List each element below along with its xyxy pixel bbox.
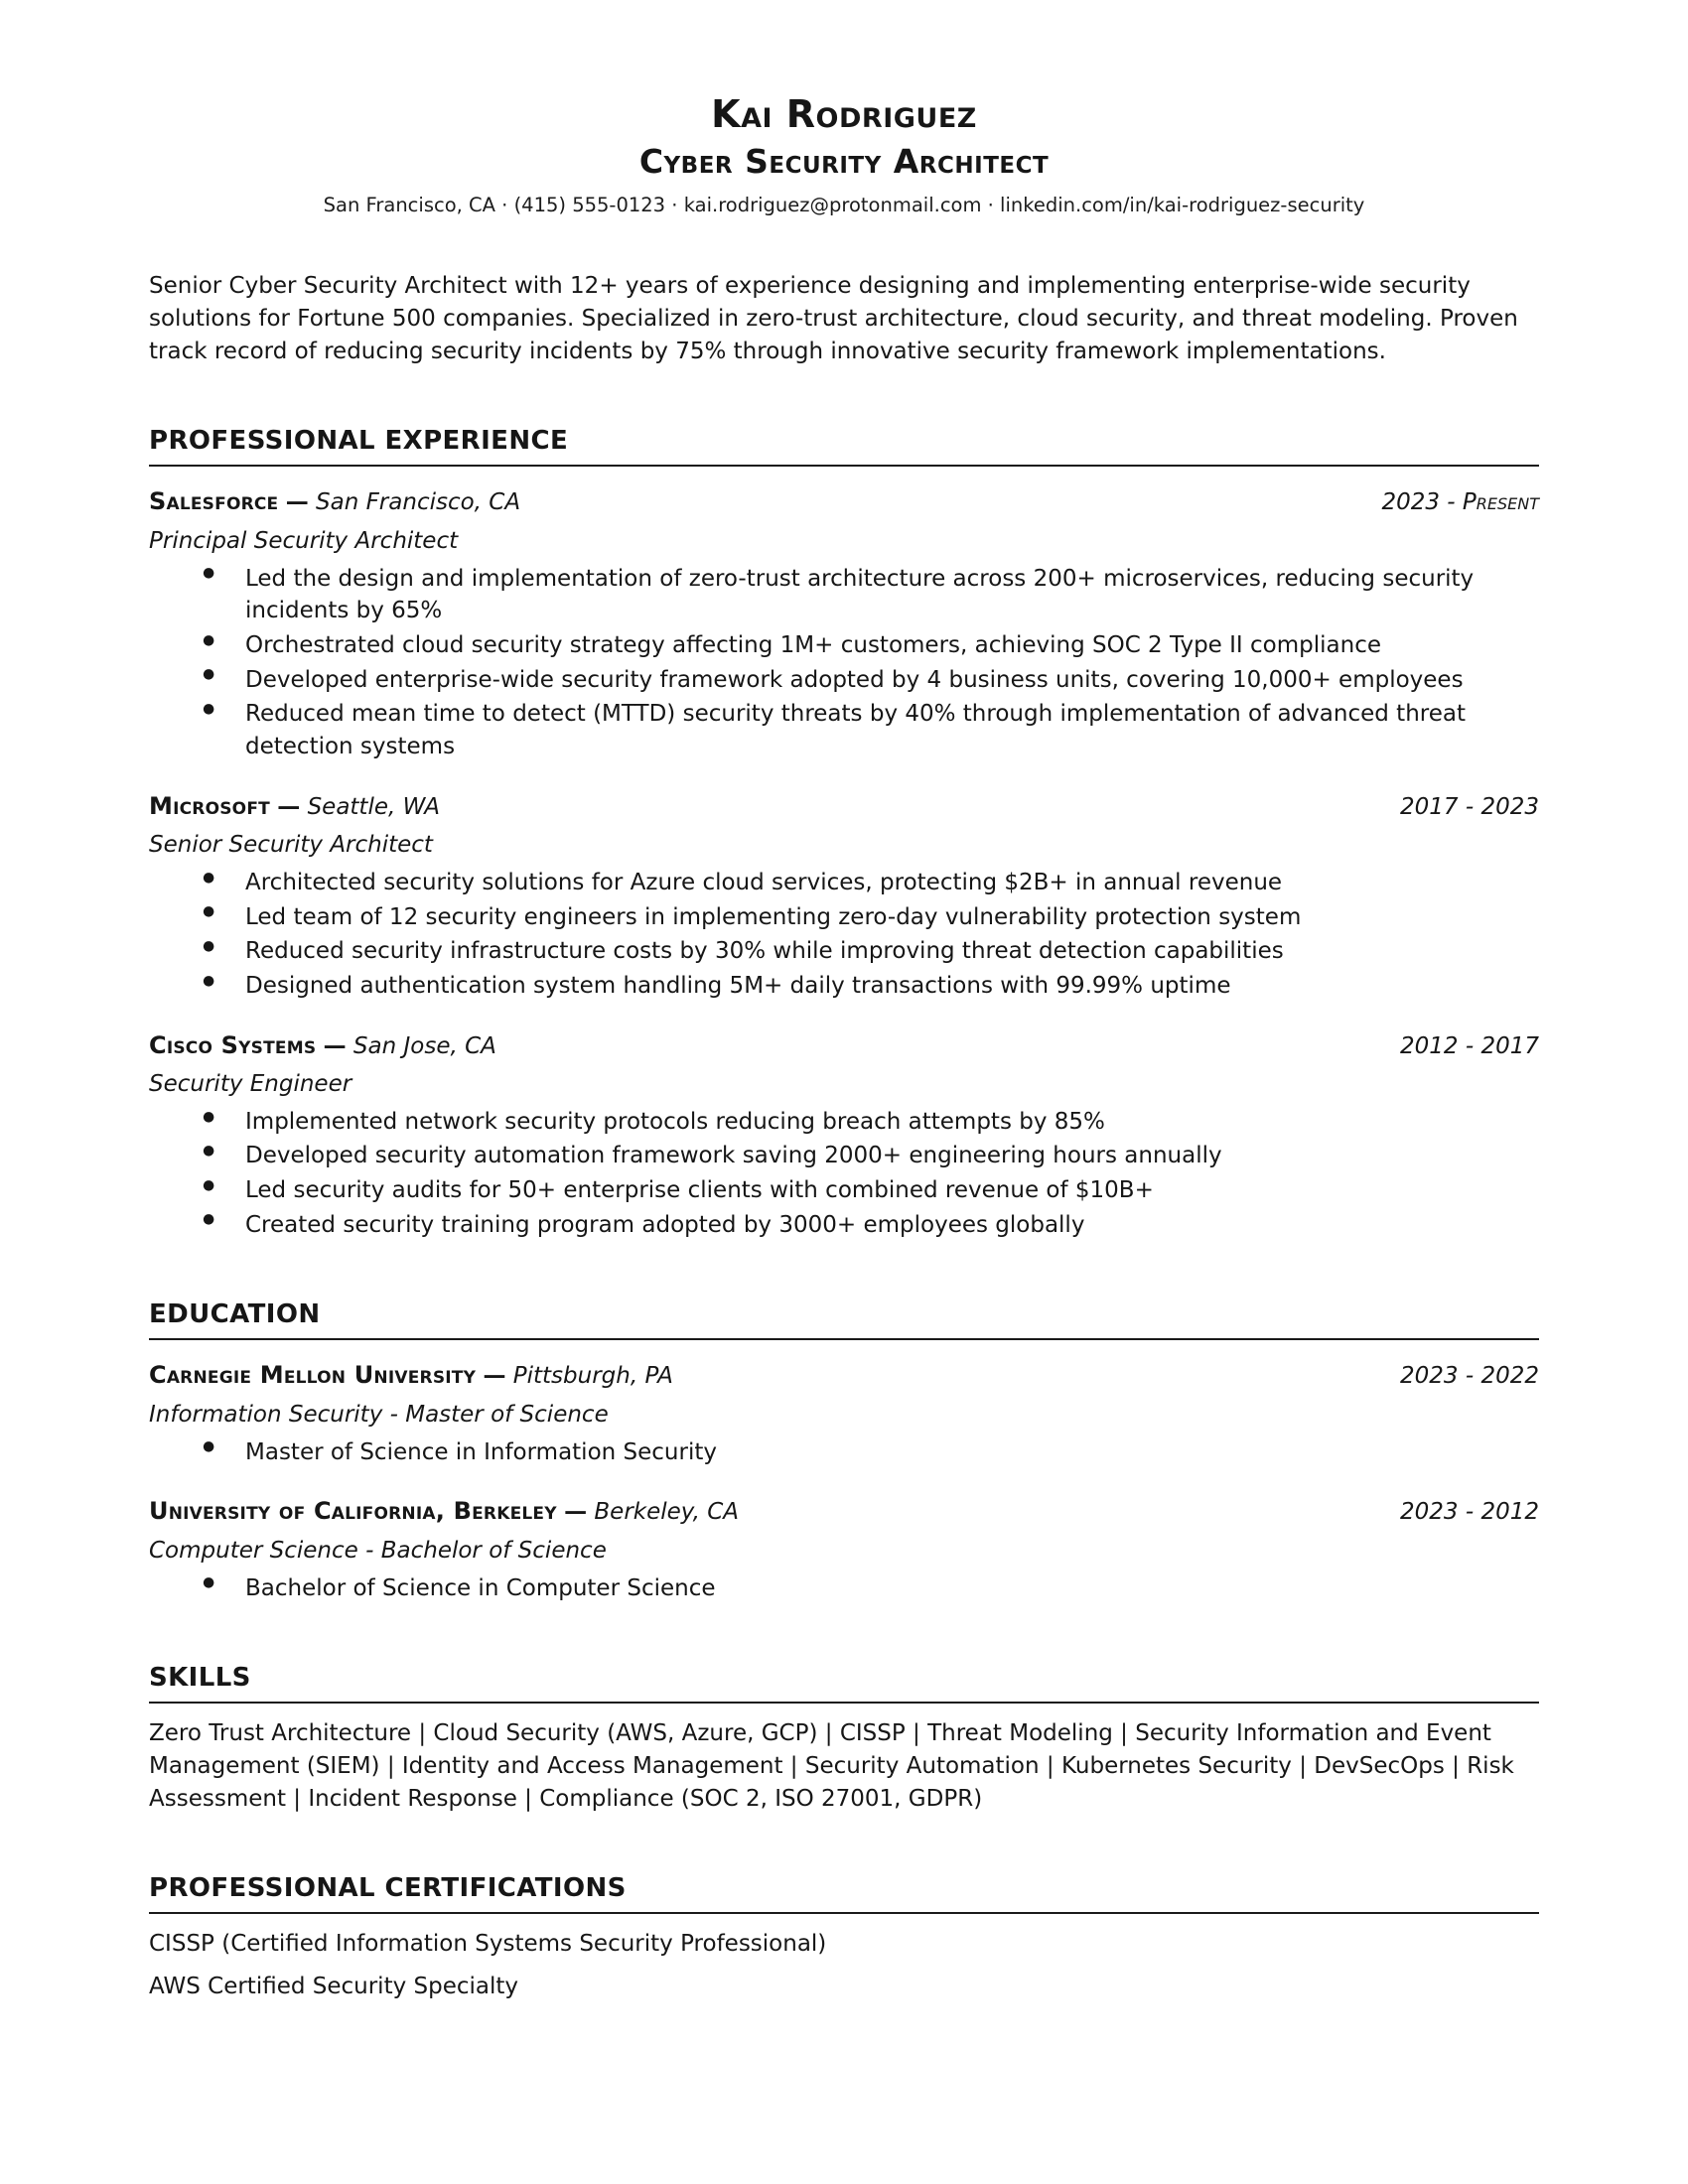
school-org-line	[149, 1358, 673, 1393]
education-bullet: ● Master of Science in Information Security	[149, 1436, 1539, 1469]
company-name: Microsoft	[149, 791, 270, 820]
org-separator: —	[564, 1499, 588, 1526]
certification-item: AWS Certified Security Specialty	[149, 1973, 519, 1999]
job-bullet: ● Created security training program adopted by 3000+ employees globally	[149, 1209, 1539, 1242]
job-bullet: ● Developed security automation framework saving 2000+ engineering hours annually	[149, 1140, 1539, 1172]
job-bullet: ● Architected security solutions for Azure cloud services, protecting $2B+ in annual revenue	[149, 867, 1539, 899]
job-bullet-list	[149, 867, 1539, 1003]
degree-line: Computer Science - Bachelor of Science	[149, 1537, 607, 1564]
education-bullet-list	[149, 1572, 1539, 1605]
job-org-line	[149, 789, 440, 824]
contact-line: San Francisco, CA · (415) 555-0123 · kai.rodriguez@protonmail.com · linkedin.com/in/kai-rodriguez-security	[323, 193, 1365, 216]
summary-paragraph: Senior Cyber Security Architect with 12+ years of experience designing and implementing enterprise-wide security solutions for Fortune 500 companies. Specialized in zero-trust architecture, cloud security, and threat modeling. Proven track record of reducing security incidents by 75% through innovative security framework implementations.	[149, 273, 1518, 364]
education-dates: 2023 - 2022	[1400, 1363, 1539, 1390]
org-separator: —	[285, 489, 309, 516]
school-org-line	[149, 1494, 739, 1529]
job-role: Principal Security Architect	[149, 527, 459, 554]
education-entry	[149, 1358, 1539, 1468]
job-role: Security Engineer	[149, 1071, 352, 1098]
school-location: Berkeley, CA	[594, 1499, 740, 1526]
company-location: San Francisco, CA	[316, 489, 521, 516]
skills-heading: SKILLS	[149, 1660, 1539, 1704]
certifications-heading: PROFESSIONAL CERTIFICATIONS	[149, 1870, 1539, 1914]
job-bullet: ● Reduced mean time to detect (MTTD) security threats by 40% through implementation of advanced threat detection systems	[149, 698, 1539, 762]
job-org-line	[149, 1028, 496, 1063]
job-bullet: ● Developed enterprise-wide security framework adopted by 4 business units, covering 10,000+ employees	[149, 664, 1539, 697]
job-bullet-list	[149, 563, 1539, 763]
job-dates: 2017 - 2023	[1400, 793, 1539, 820]
job-bullet: ● Reduced security infrastructure costs by 30% while improving threat detection capabilities	[149, 935, 1539, 968]
job-header	[149, 1028, 1539, 1063]
experience-heading: PROFESSIONAL EXPERIENCE	[149, 423, 1539, 467]
job-bullet: ● Implemented network security protocols reducing breach attempts by 85%	[149, 1106, 1539, 1139]
job-bullet: ● Orchestrated cloud security strategy affecting 1M+ customers, achieving SOC 2 Type II compliance	[149, 629, 1539, 662]
resume-header	[149, 91, 1539, 218]
org-separator: —	[483, 1363, 506, 1390]
section-education	[149, 1297, 1539, 1604]
company-location: Seattle, WA	[307, 793, 440, 820]
degree-line: Information Security - Master of Science	[149, 1402, 609, 1428]
skills-text: Zero Trust Architecture | Cloud Security (AWS, Azure, GCP) | CISSP | Threat Modeling | Security Information and Event Management (SIEM) | Identity and Access Management | Security Automation | Kubernetes Security | DevSecOps | Risk Assessment | Incident Response | Compliance (SOC 2, ISO 27001, GDPR)	[149, 1720, 1514, 1812]
certification-item: CISSP (Certified Information Systems Security Professional)	[149, 1931, 827, 1958]
job-bullet: ● Led security audits for 50+ enterprise clients with combined revenue of $10B+	[149, 1174, 1539, 1207]
job-org-line	[149, 484, 520, 519]
education-entry	[149, 1494, 1539, 1604]
section-skills	[149, 1660, 1539, 1815]
job-role: Senior Security Architect	[149, 832, 433, 859]
school-name: Carnegie Mellon University	[149, 1361, 477, 1390]
job-dates: 2012 - 2017	[1400, 1032, 1539, 1059]
section-certifications	[149, 1870, 1539, 2002]
job-entry	[149, 484, 1539, 762]
candidate-name: Kai Rodriguez	[711, 92, 977, 136]
education-heading: EDUCATION	[149, 1297, 1539, 1340]
education-bullet-list	[149, 1436, 1539, 1469]
job-bullet-list	[149, 1106, 1539, 1242]
company-location: San Jose, CA	[352, 1032, 496, 1059]
candidate-title: Cyber Security Architect	[638, 141, 1050, 181]
job-header	[149, 484, 1539, 519]
job-dates: 2023 - Present	[1381, 489, 1539, 516]
education-header	[149, 1358, 1539, 1393]
job-bullet: ● Designed authentication system handling 5M+ daily transactions with 99.99% uptime	[149, 970, 1539, 1003]
job-header	[149, 789, 1539, 824]
company-name: Salesforce	[149, 487, 279, 516]
org-separator: —	[323, 1032, 347, 1059]
school-name: University of California, Berkeley	[149, 1497, 557, 1526]
company-name: Cisco Systems	[149, 1030, 317, 1059]
job-bullet: ● Led the design and implementation of zero-trust architecture across 200+ microservices, reducing security incidents by 65%	[149, 563, 1539, 627]
school-location: Pittsburgh, PA	[512, 1363, 673, 1390]
job-entry	[149, 789, 1539, 1003]
education-header	[149, 1494, 1539, 1529]
job-bullet: ● Led team of 12 security engineers in implementing zero-day vulnerability protection system	[149, 901, 1539, 934]
job-entry	[149, 1028, 1539, 1242]
education-dates: 2023 - 2012	[1400, 1499, 1539, 1526]
section-experience	[149, 423, 1539, 1241]
education-bullet: ● Bachelor of Science in Computer Science	[149, 1572, 1539, 1605]
org-separator: —	[277, 793, 301, 820]
